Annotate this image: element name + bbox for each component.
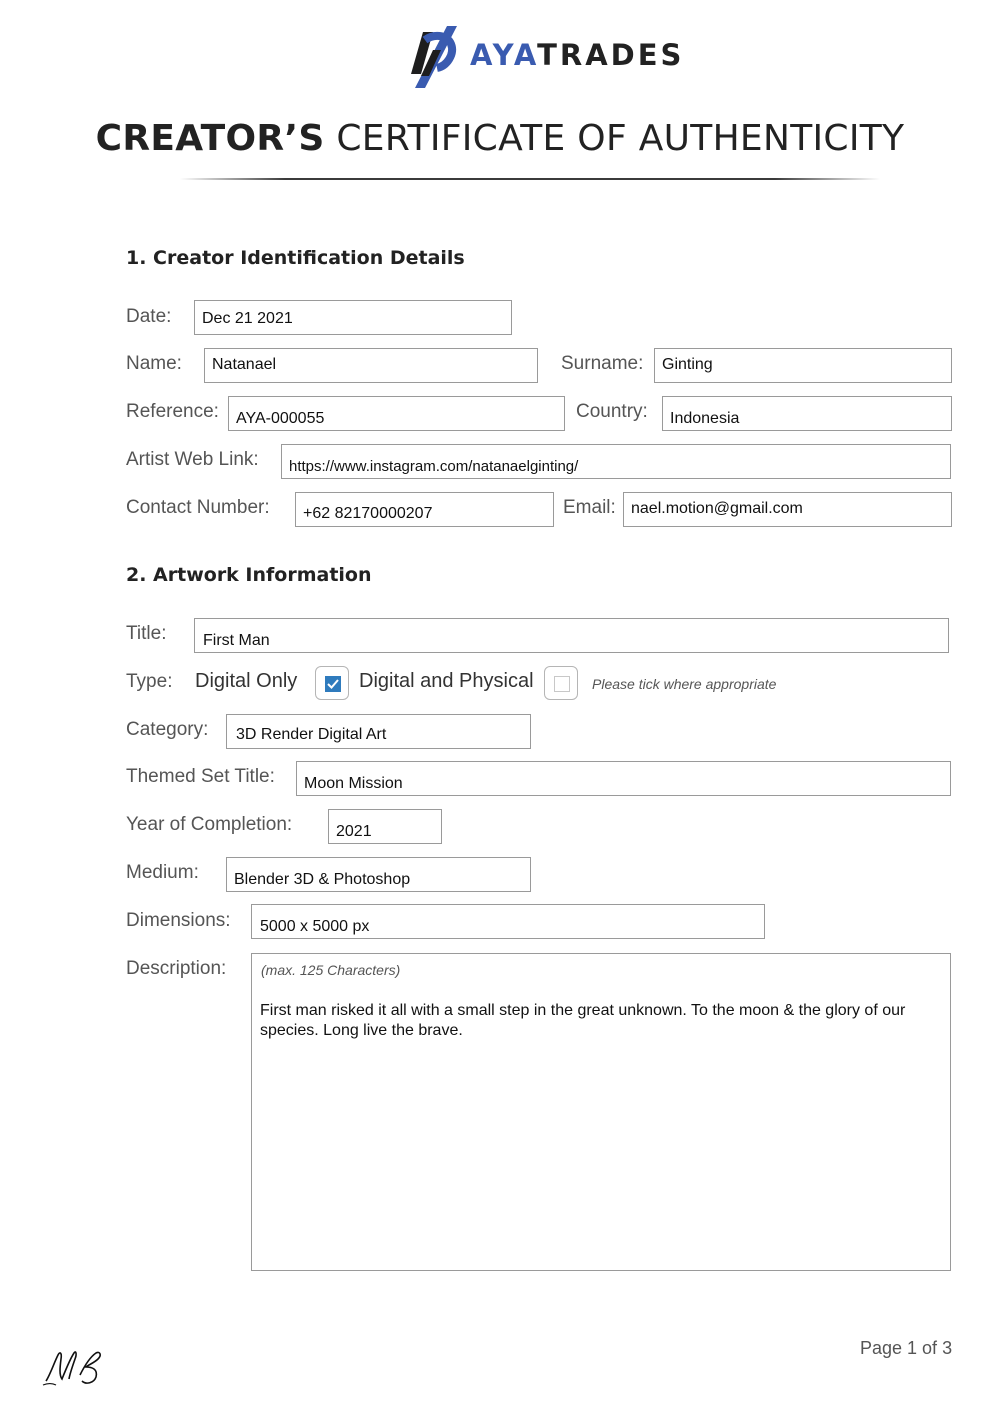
ayatrades-logo-icon	[403, 22, 459, 90]
surname-label: Surname:	[561, 353, 644, 374]
description-hint: (max. 125 Characters)	[261, 962, 401, 978]
category-label: Category:	[126, 719, 209, 740]
title-regular: CERTIFICATE OF AUTHENTICITY	[324, 118, 905, 159]
dimensions-label: Dimensions:	[126, 910, 231, 931]
contact-label: Contact Number:	[126, 497, 270, 518]
dimensions-value: 5000 x 5000 px	[260, 918, 370, 935]
brand-part-aya: AYA	[470, 38, 538, 72]
digital-physical-check-icon	[554, 676, 570, 692]
brand-name	[470, 38, 684, 72]
country-value: Indonesia	[670, 410, 740, 427]
description-value: First man risked it all with a small step in the great unknown. To the moon & the glory of our species. Long live the brave.	[260, 1002, 906, 1039]
type-option-digital-physical-label: Digital and Physical	[359, 670, 534, 692]
date-label: Date:	[126, 306, 172, 327]
document-title	[0, 118, 1000, 159]
weblink-value: https://www.instagram.com/natanaelginting/	[289, 458, 579, 475]
email-value: nael.motion@gmail.com	[631, 500, 803, 517]
contact-value: +62 82170000207	[303, 505, 433, 522]
type-hint: Please tick where appropriate	[592, 676, 777, 692]
description-label: Description:	[126, 958, 227, 979]
medium-label: Medium:	[126, 862, 199, 883]
date-value: Dec 21 2021	[202, 310, 293, 327]
year-value: 2021	[336, 823, 372, 840]
reference-value: AYA-000055	[236, 410, 325, 427]
page-number: Page 1 of 3	[860, 1338, 953, 1358]
creator-signature-icon	[40, 1345, 110, 1390]
medium-value: Blender 3D & Photoshop	[234, 871, 411, 888]
brand-part-trades: TRADES	[537, 38, 685, 72]
digital-only-checkbox[interactable]	[315, 666, 349, 700]
type-label: Type:	[126, 671, 173, 692]
name-label: Name:	[126, 353, 182, 374]
email-label: Email:	[563, 497, 616, 518]
digital-only-check-icon	[325, 676, 341, 692]
type-option-digital-only-label: Digital Only	[195, 670, 298, 692]
digital-physical-checkbox[interactable]	[544, 666, 578, 700]
section-1-heading: 1. Creator Identification Details	[126, 247, 465, 269]
title-bold: CREATOR’S	[95, 118, 325, 159]
reference-label: Reference:	[126, 401, 219, 422]
title-field[interactable]	[194, 618, 949, 653]
section-2-heading: 2. Artwork Information	[126, 564, 372, 586]
themed-set-value: Moon Mission	[304, 775, 403, 792]
country-label: Country:	[576, 401, 648, 422]
title-label: Title:	[126, 623, 167, 644]
title-divider	[180, 178, 880, 180]
name-value: Natanael	[212, 356, 277, 373]
category-value: 3D Render Digital Art	[236, 726, 387, 743]
year-label: Year of Completion:	[126, 814, 293, 835]
themed-set-label: Themed Set Title:	[126, 766, 275, 787]
surname-value: Ginting	[662, 356, 713, 373]
weblink-label: Artist Web Link:	[126, 449, 259, 470]
title-value: First Man	[203, 632, 270, 649]
